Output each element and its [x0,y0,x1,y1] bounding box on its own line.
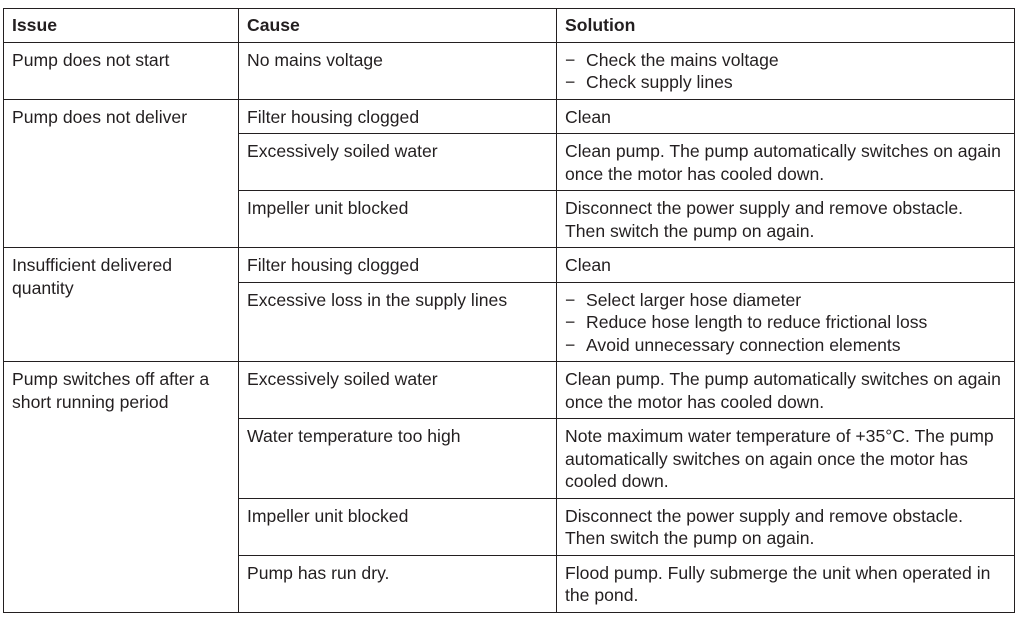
table-row [4,362,1015,419]
solution-cell: Flood pump. Fully submerge the unit when operated in the pond. [557,555,1015,612]
cause-cell: Filter housing clogged [239,99,557,134]
table-row [4,248,1015,283]
cause-cell: No mains voltage [239,42,557,99]
cause-cell: Water temperature too high [239,419,557,499]
cause-cell: Impeller unit blocked [239,498,557,555]
solution-cell: Disconnect the power supply and remove obstacle. Then switch the pump on again. [557,191,1015,248]
header-row [4,9,1015,43]
solution-cell: Clean [557,248,1015,283]
troubleshooting-table [3,8,1015,613]
table-header [4,9,1015,43]
solution-cell: Clean pump. The pump automatically switches on again once the motor has cooled down. [557,134,1015,191]
solution-cell [557,282,1015,362]
solution-list [565,49,1006,94]
cause-cell: Excessively soiled water [239,362,557,419]
table-row [4,42,1015,99]
solution-list-item: − Check supply lines [565,71,1006,94]
issue-cell: Insufficient delivered quantity [4,248,239,362]
issue-cell: Pump does not start [4,42,239,99]
table-row [4,99,1015,134]
cause-cell: Pump has run dry. [239,555,557,612]
solution-list-item: − Avoid unnecessary connection elements [565,334,1006,357]
solution-cell [557,42,1015,99]
issue-cell: Pump does not deliver [4,99,239,248]
cause-cell: Impeller unit blocked [239,191,557,248]
cause-cell: Filter housing clogged [239,248,557,283]
header-cause: Cause [239,9,557,43]
solution-cell: Clean [557,99,1015,134]
solution-list [565,289,1006,357]
solution-cell: Note maximum water temperature of +35°C. The pump automatically switches on again once the motor has cooled down. [557,419,1015,499]
cause-cell: Excessive loss in the supply lines [239,282,557,362]
solution-list-item: − Select larger hose diameter [565,289,1006,312]
table-body [4,42,1015,612]
header-solution: Solution [557,9,1015,43]
solution-cell: Clean pump. The pump automatically switches on again once the motor has cooled down. [557,362,1015,419]
solution-list-item: − Check the mains voltage [565,49,1006,72]
solution-list-item: − Reduce hose length to reduce frictional loss [565,311,1006,334]
cause-cell: Excessively soiled water [239,134,557,191]
issue-cell: Pump switches off after a short running period [4,362,239,613]
solution-cell: Disconnect the power supply and remove obstacle. Then switch the pump on again. [557,498,1015,555]
header-issue: Issue [4,9,239,43]
